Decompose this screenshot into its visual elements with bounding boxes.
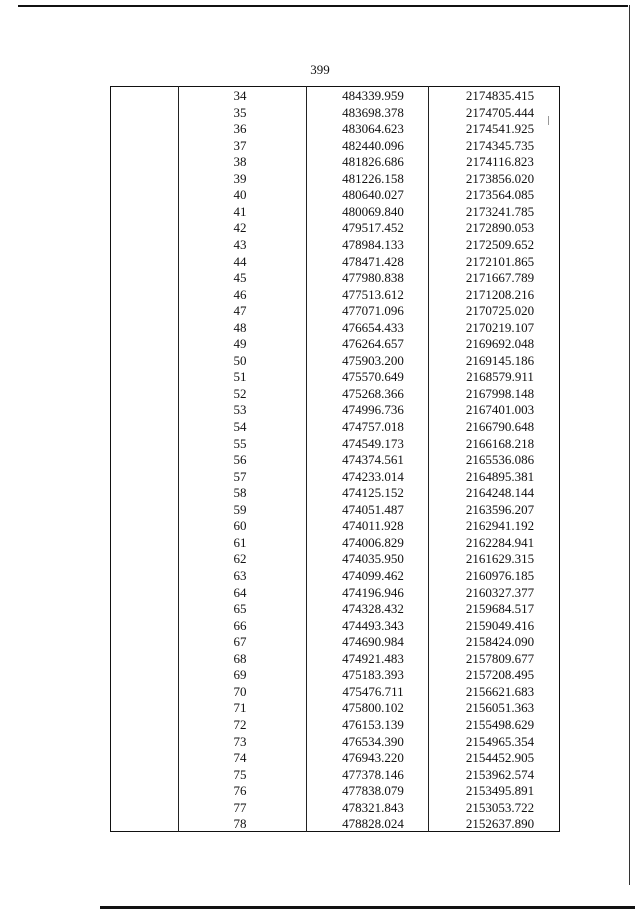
y-coordinate: 2153495.891 — [465, 783, 535, 799]
point-number: 51 — [233, 369, 247, 385]
x-coordinate: 474006.829 — [342, 534, 404, 550]
x-coordinate: 474328.432 — [342, 601, 404, 617]
point-number: 78 — [233, 816, 247, 832]
x-coordinate: 474374.561 — [342, 452, 404, 468]
y-coordinate: 2154965.354 — [465, 733, 535, 749]
table-row — [0, 369, 640, 385]
y-coordinate: 2166168.218 — [465, 435, 535, 451]
y-coordinate: 2173856.020 — [465, 170, 535, 186]
table-row — [0, 684, 640, 700]
y-coordinate: 2163596.207 — [465, 501, 535, 517]
table-row — [0, 535, 640, 551]
y-coordinate: 2160976.185 — [465, 568, 535, 583]
y-coordinate: 2171208.216 — [465, 286, 535, 302]
point-number: 37 — [233, 137, 247, 153]
y-coordinate: 2171667.789 — [465, 270, 535, 286]
table-row — [0, 750, 640, 766]
point-number: 55 — [233, 435, 247, 451]
y-coordinate: 2167401.003 — [465, 402, 535, 418]
point-number: 36 — [233, 121, 247, 137]
table-row — [0, 254, 640, 270]
table-row — [0, 502, 640, 518]
table-row — [0, 518, 640, 534]
table-row — [0, 551, 640, 567]
point-number: 72 — [233, 716, 247, 732]
point-number: 64 — [233, 584, 247, 600]
point-number: 39 — [233, 170, 247, 186]
point-number: 61 — [233, 534, 247, 550]
x-coordinate: 483064.623 — [342, 121, 404, 137]
table-row — [0, 88, 640, 104]
x-coordinate: 482440.096 — [342, 137, 404, 153]
y-coordinate: 2164895.381 — [465, 468, 535, 484]
y-coordinate: 2164248.144 — [465, 485, 535, 501]
x-coordinate: 476534.390 — [342, 733, 404, 749]
point-number: 62 — [233, 551, 247, 567]
point-number: 47 — [233, 303, 247, 319]
point-number: 77 — [233, 799, 247, 815]
point-number: 68 — [233, 650, 247, 666]
point-number: 75 — [233, 766, 247, 782]
table-row — [0, 237, 640, 253]
table-row — [0, 568, 640, 584]
x-coordinate: 474035.950 — [342, 551, 404, 567]
table-row — [0, 402, 640, 418]
y-coordinate: 2159049.416 — [465, 617, 535, 633]
table-row — [0, 419, 640, 435]
x-coordinate: 477513.612 — [342, 286, 404, 302]
x-coordinate: 475570.649 — [342, 369, 404, 385]
x-coordinate: 475183.393 — [342, 667, 404, 683]
y-coordinate: 2153962.574 — [465, 766, 535, 782]
y-coordinate: 2152637.890 — [465, 816, 535, 832]
x-coordinate: 477980.838 — [342, 270, 404, 286]
table-row — [0, 783, 640, 799]
x-coordinate: 474233.014 — [342, 468, 404, 484]
y-coordinate: 2172890.053 — [465, 220, 535, 236]
y-coordinate: 2169692.048 — [465, 336, 535, 352]
y-coordinate: 2166790.648 — [465, 419, 535, 434]
table-row — [0, 187, 640, 203]
table-row — [0, 585, 640, 601]
x-coordinate: 479517.452 — [342, 220, 404, 236]
y-coordinate: 2157208.495 — [465, 667, 535, 683]
point-number: 45 — [233, 270, 247, 286]
table-row — [0, 700, 640, 716]
x-coordinate: 474125.152 — [342, 485, 404, 501]
y-coordinate: 2156621.683 — [465, 683, 535, 699]
x-coordinate: 476264.657 — [342, 336, 404, 352]
x-coordinate: 475903.200 — [342, 352, 404, 368]
table-row — [0, 171, 640, 187]
point-number: 60 — [233, 518, 247, 534]
point-number: 43 — [233, 237, 247, 252]
x-coordinate: 484339.959 — [342, 88, 404, 103]
x-coordinate: 481826.686 — [342, 154, 404, 170]
x-coordinate: 475268.366 — [342, 385, 404, 401]
point-number: 49 — [233, 336, 247, 352]
table-row — [0, 717, 640, 733]
y-coordinate: 2172101.865 — [465, 253, 535, 269]
y-coordinate: 2174345.735 — [465, 137, 535, 153]
point-number: 44 — [233, 253, 247, 269]
table-row — [0, 485, 640, 501]
point-number: 70 — [233, 683, 247, 699]
table-row — [0, 105, 640, 121]
x-coordinate: 475476.711 — [342, 683, 404, 699]
y-coordinate: 2161629.315 — [465, 551, 535, 567]
y-coordinate: 2162284.941 — [465, 534, 535, 550]
point-number: 34 — [233, 88, 247, 103]
x-coordinate: 476654.433 — [342, 319, 404, 335]
table-row — [0, 601, 640, 617]
point-number: 53 — [233, 402, 247, 418]
y-coordinate: 2165536.086 — [465, 452, 535, 468]
table-row — [0, 436, 640, 452]
x-coordinate: 480640.027 — [342, 187, 404, 203]
point-number: 71 — [233, 700, 247, 716]
x-coordinate: 475800.102 — [342, 700, 404, 716]
table-row — [0, 816, 640, 832]
y-coordinate: 2167998.148 — [465, 385, 535, 401]
y-coordinate: 2173241.785 — [465, 203, 535, 219]
table-row — [0, 138, 640, 154]
table-row — [0, 353, 640, 369]
x-coordinate: 476943.220 — [342, 750, 404, 765]
x-coordinate: 474099.462 — [342, 568, 404, 583]
table-row — [0, 667, 640, 683]
x-coordinate: 474921.483 — [342, 650, 404, 666]
x-coordinate: 474690.984 — [342, 634, 404, 650]
y-coordinate: 2157809.677 — [465, 650, 535, 666]
table-row — [0, 618, 640, 634]
point-number: 40 — [233, 187, 247, 203]
point-number: 67 — [233, 634, 247, 650]
y-coordinate: 2160327.377 — [465, 584, 535, 600]
x-coordinate: 483698.378 — [342, 104, 404, 120]
x-coordinate: 481226.158 — [342, 170, 404, 186]
x-coordinate: 474051.487 — [342, 501, 404, 517]
x-coordinate: 478321.843 — [342, 799, 404, 815]
table-row — [0, 204, 640, 220]
x-coordinate: 474549.173 — [342, 435, 404, 451]
point-number: 73 — [233, 733, 247, 749]
table-row — [0, 734, 640, 750]
y-coordinate: 2174705.444 — [465, 104, 535, 120]
x-coordinate: 474757.018 — [342, 419, 404, 434]
y-coordinate: 2154452.905 — [465, 750, 535, 765]
x-coordinate: 477838.079 — [342, 783, 404, 799]
y-coordinate: 2172509.652 — [465, 237, 535, 252]
table-row — [0, 320, 640, 336]
x-coordinate: 478828.024 — [342, 816, 404, 832]
x-coordinate: 476153.139 — [342, 716, 404, 732]
table-row — [0, 270, 640, 286]
table-row — [0, 386, 640, 402]
point-number: 54 — [233, 419, 247, 434]
y-coordinate: 2156051.363 — [465, 700, 535, 716]
table-row — [0, 220, 640, 236]
x-coordinate: 478471.428 — [342, 253, 404, 269]
x-coordinate: 477378.146 — [342, 766, 404, 782]
table-row — [0, 303, 640, 319]
point-number: 57 — [233, 468, 247, 484]
y-coordinate: 2153053.722 — [465, 799, 535, 815]
point-number: 35 — [233, 104, 247, 120]
table-row — [0, 767, 640, 783]
y-coordinate: 2174541.925 — [465, 121, 535, 137]
x-coordinate: 474011.928 — [342, 518, 404, 534]
y-coordinate: 2158424.090 — [465, 634, 535, 650]
y-coordinate: 2155498.629 — [465, 716, 535, 732]
point-number: 76 — [233, 783, 247, 799]
y-coordinate: 2170725.020 — [465, 303, 535, 319]
x-coordinate: 477071.096 — [342, 303, 404, 319]
table-row — [0, 452, 640, 468]
x-coordinate: 480069.840 — [342, 203, 404, 219]
point-number: 56 — [233, 452, 247, 468]
table-row — [0, 121, 640, 137]
point-number: 63 — [233, 568, 247, 583]
y-coordinate: 2170219.107 — [465, 319, 535, 335]
point-number: 48 — [233, 319, 247, 335]
y-coordinate: 2169145.186 — [465, 352, 535, 368]
x-coordinate: 474196.946 — [342, 584, 404, 600]
x-coordinate: 478984.133 — [342, 237, 404, 252]
y-coordinate: 2159684.517 — [465, 601, 535, 617]
table-row — [0, 154, 640, 170]
point-number: 58 — [233, 485, 247, 501]
table-row — [0, 651, 640, 667]
point-number: 42 — [233, 220, 247, 236]
x-coordinate: 474493.343 — [342, 617, 404, 633]
table-row — [0, 469, 640, 485]
table-row — [0, 634, 640, 650]
point-number: 38 — [233, 154, 247, 170]
table-row — [0, 287, 640, 303]
x-coordinate: 474996.736 — [342, 402, 404, 418]
point-number: 66 — [233, 617, 247, 633]
point-number: 41 — [233, 203, 247, 219]
y-coordinate: 2174835.415 — [465, 88, 535, 103]
point-number: 50 — [233, 352, 247, 368]
point-number: 46 — [233, 286, 247, 302]
point-number: 74 — [233, 750, 247, 765]
table-row — [0, 336, 640, 352]
table-row — [0, 800, 640, 816]
point-number: 52 — [233, 385, 247, 401]
point-number: 59 — [233, 501, 247, 517]
y-coordinate: 2168579.911 — [466, 369, 534, 385]
point-number: 65 — [233, 601, 247, 617]
y-coordinate: 2174116.823 — [466, 154, 534, 170]
y-coordinate: 2173564.085 — [465, 187, 535, 203]
page-number: 399 — [310, 62, 330, 77]
y-coordinate: 2162941.192 — [465, 518, 535, 534]
point-number: 69 — [233, 667, 247, 683]
